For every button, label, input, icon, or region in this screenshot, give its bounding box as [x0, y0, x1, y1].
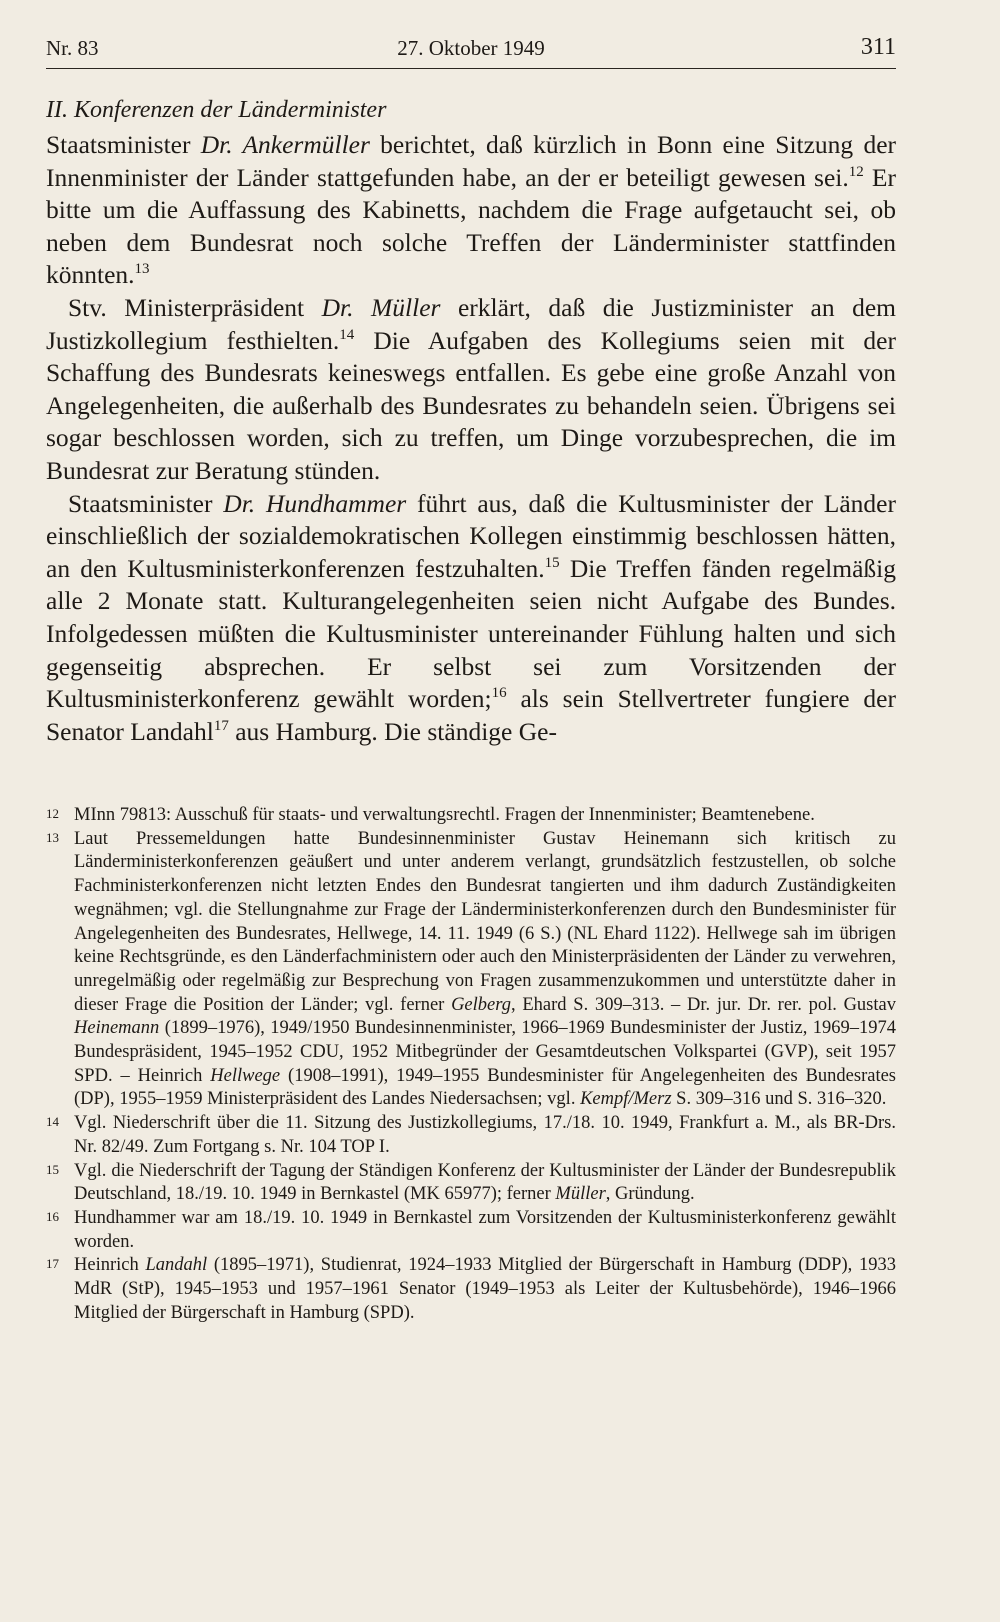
footnote-text: S. 309–316 und S. 316–320. — [671, 1089, 887, 1110]
paragraph-text: Die Aufgaben des Kollegiums seien mit der Schaffung des Bundesrats keineswegs entfallen. Es gebe eine große Anzahl von Angelegenheiten, die außerhalb des Bundesrates zu behandeln seien. Übrigens sei sogar beschlossen worden, sich zu treffen, um Dinge vorzubesprechen, die im Bundesrat zur Beratung stünden. — [46, 325, 896, 485]
paragraph-text: als sein Stellvertreter fungiere der Senator Landahl — [46, 684, 896, 746]
footnote-number: 16 — [46, 1208, 59, 1224]
paragraph-text: führt aus, daß die Kultusminister der Länder einschließlich der sozialdemokratischen Kollegen einstimmig beschlossen hätten, an den Kultusministerkonferenzen festzuhalten. — [46, 488, 896, 583]
footnote-text: (1895–1971), Studienrat, 1924–1933 Mitglied der Bürgerschaft in Hamburg (DDP), 1933 MdR (StP), 1945–1953 und 1957–1961 Senator (1949–1953 als Leiter der Kultusbehörde), 1946–1966 Mitglied der Bürgerschaft in Hamburg (SPD). — [74, 1255, 896, 1323]
body-text — [46, 129, 896, 748]
footnote-text: (1899–1976), 1949/1950 Bundesinnenminister, 1966–1969 Bundesminister der Justiz, 1969–1974 Bundespräsident, 1945–1952 CDU, 1952 Mitbegründer der Gesamtdeutschen Volkspartei (GVP), seit 1957 SPD. – Heinrich — [74, 1018, 896, 1086]
footnote-ref: 14 — [339, 326, 355, 343]
footnote-text: Vgl. die Niederschrift der Tagung der Ständigen Konferenz der Kultusminister der Länder der Bundesrepublik Deutschland, 18./19. 10. 1949 in Bernkastel (MK 65977); ferner — [74, 1160, 896, 1205]
footnote-17 — [46, 1254, 896, 1325]
footnote-ref: 16 — [491, 685, 507, 702]
paragraph-text: erklärt, daß die Justizminister an dem Justizkollegium festhielten. — [46, 292, 897, 355]
cited-person: Hellwege — [210, 1065, 281, 1086]
document-page — [46, 34, 897, 1323]
paragraph-text: Die Treffen fänden regelmäßig alle 2 Monate statt. Kulturangelegenheiten seien nicht Aufgabe des Bundes. Infolgedessen müßten die Kultusminister untereinander Fühlung halten und sich gegenseitig absprechen. Er selbst sei zum Vorsitzenden der Kultusministerkonferenz gewählt worden; — [46, 553, 896, 714]
footnote-ref: 15 — [544, 554, 560, 571]
header-date: 27. Oktober 1949 — [397, 36, 545, 60]
footnote-text: , Ehard S. 309–313. – Dr. jur. Dr. rer. pol. Gustav — [511, 994, 896, 1015]
paragraph-text: Staatsminister — [68, 488, 224, 518]
footnote-number: 12 — [46, 806, 59, 821]
speaker-name: Dr. Hundhammer — [223, 488, 407, 518]
footnote-14 — [46, 1112, 896, 1159]
cited-author: Gelberg — [451, 994, 511, 1015]
footnote-16 — [46, 1207, 896, 1254]
footnotes — [46, 804, 896, 1325]
page-number: 311 — [860, 34, 896, 60]
running-header — [46, 34, 896, 69]
footnote-number: 13 — [46, 829, 59, 845]
paragraph-mueller — [46, 292, 896, 488]
paragraph-text: Stv. Ministerpräsident — [68, 292, 322, 322]
paragraph-text: aus Hamburg. Die ständige Ge- — [228, 716, 557, 746]
speaker-name: Dr. Müller — [321, 292, 441, 322]
cited-person: Heinemann — [74, 1018, 160, 1039]
footnote-text: Heinrich — [74, 1255, 146, 1276]
footnote-text: (1908–1991), 1949–1955 Bundesminister für Angelegenheiten des Bundesrates (DP), 1955–1959 Ministerpräsident des Landes Niedersachsen; vgl. — [74, 1065, 896, 1110]
footnote-number: 14 — [46, 1114, 59, 1130]
footnote-text: Laut Pressemeldungen hatte Bundesinnenminister Gustav Heinemann sich kritisch zu Länderministerkonferenzen geäußert und unter anderem verlangt, grundsätzlich festzustellen, ob solche Fachministerkonferenzen nicht letzten Endes den Bundesrat tangierten und ihm dadurch Zuständigkeiten wegnähmen; vgl. die Stellungnahme zur Frage der Länderministerkonferenzen durch den Bundesminister für Angelegenheiten des Bundesrates, Hellwege, 14. 11. 1949 (6 S.) (NL Ehard 1122). Hellwege sah im übrigen keine Rechtsgründe, es den Länderfachministern oder auch den Ministerpräsidenten der Länder zu verwehren, unregelmäßig oder regelmäßig zur Besprechung von Fragen zusammenzukommen und unterstützte daher in dieser Frage die Position der Länder; vgl. ferner — [74, 828, 896, 1015]
footnote-ref: 13 — [134, 261, 150, 278]
paragraph-ankermueller — [46, 129, 896, 292]
paragraph-hundhammer — [46, 488, 896, 749]
footnote-15 — [46, 1160, 896, 1207]
footnote-text: Vgl. Niederschrift über die 11. Sitzung des Justizkollegiums, 17./18. 10. 1949, Frankfurt a. M., als BR-Drs. Nr. 82/49. Zum Fortgang s. Nr. 104 TOP I. — [74, 1113, 896, 1157]
footnote-text: , Gründung. — [605, 1184, 695, 1205]
paragraph-text: Staatsminister — [46, 130, 201, 159]
footnote-12 — [46, 804, 896, 828]
speaker-name: Dr. Ankermüller — [200, 130, 370, 159]
footnote-text: Hundhammer war am 18./19. 10. 1949 in Bernkastel zum Vorsitzenden der Kultusministerkonferenz gewählt worden. — [74, 1207, 896, 1252]
footnote-number: 17 — [46, 1256, 59, 1272]
footnote-13 — [46, 828, 896, 1112]
cited-author: Kempf/Merz — [580, 1089, 672, 1110]
paragraph-text: berichtet, daß kürzlich in Bonn eine Sitzung der Innenminister der Länder stattgefunden habe, an der er beteiligt gewesen sei. — [46, 130, 897, 192]
paragraph-text: Er bitte um die Auffassung des Kabinetts, nachdem die Frage aufgetaucht sei, ob neben dem Bundesrat noch solche Treffen der Länderminister stattfinden könnten. — [46, 162, 896, 290]
footnote-ref: 12 — [848, 163, 864, 180]
section-heading: II. Konferenzen der Länderminister — [46, 97, 387, 123]
cited-author: Müller — [555, 1184, 606, 1205]
footnote-ref: 17 — [213, 717, 229, 734]
cited-person: Landahl — [145, 1255, 208, 1276]
footnote-text: MInn 79813: Ausschuß für staats- und verwaltungsrechtl. Fragen der Innenminister; Beamtenebene. — [74, 805, 815, 825]
footnote-number: 15 — [46, 1161, 59, 1177]
document-number: Nr. 83 — [46, 36, 99, 60]
